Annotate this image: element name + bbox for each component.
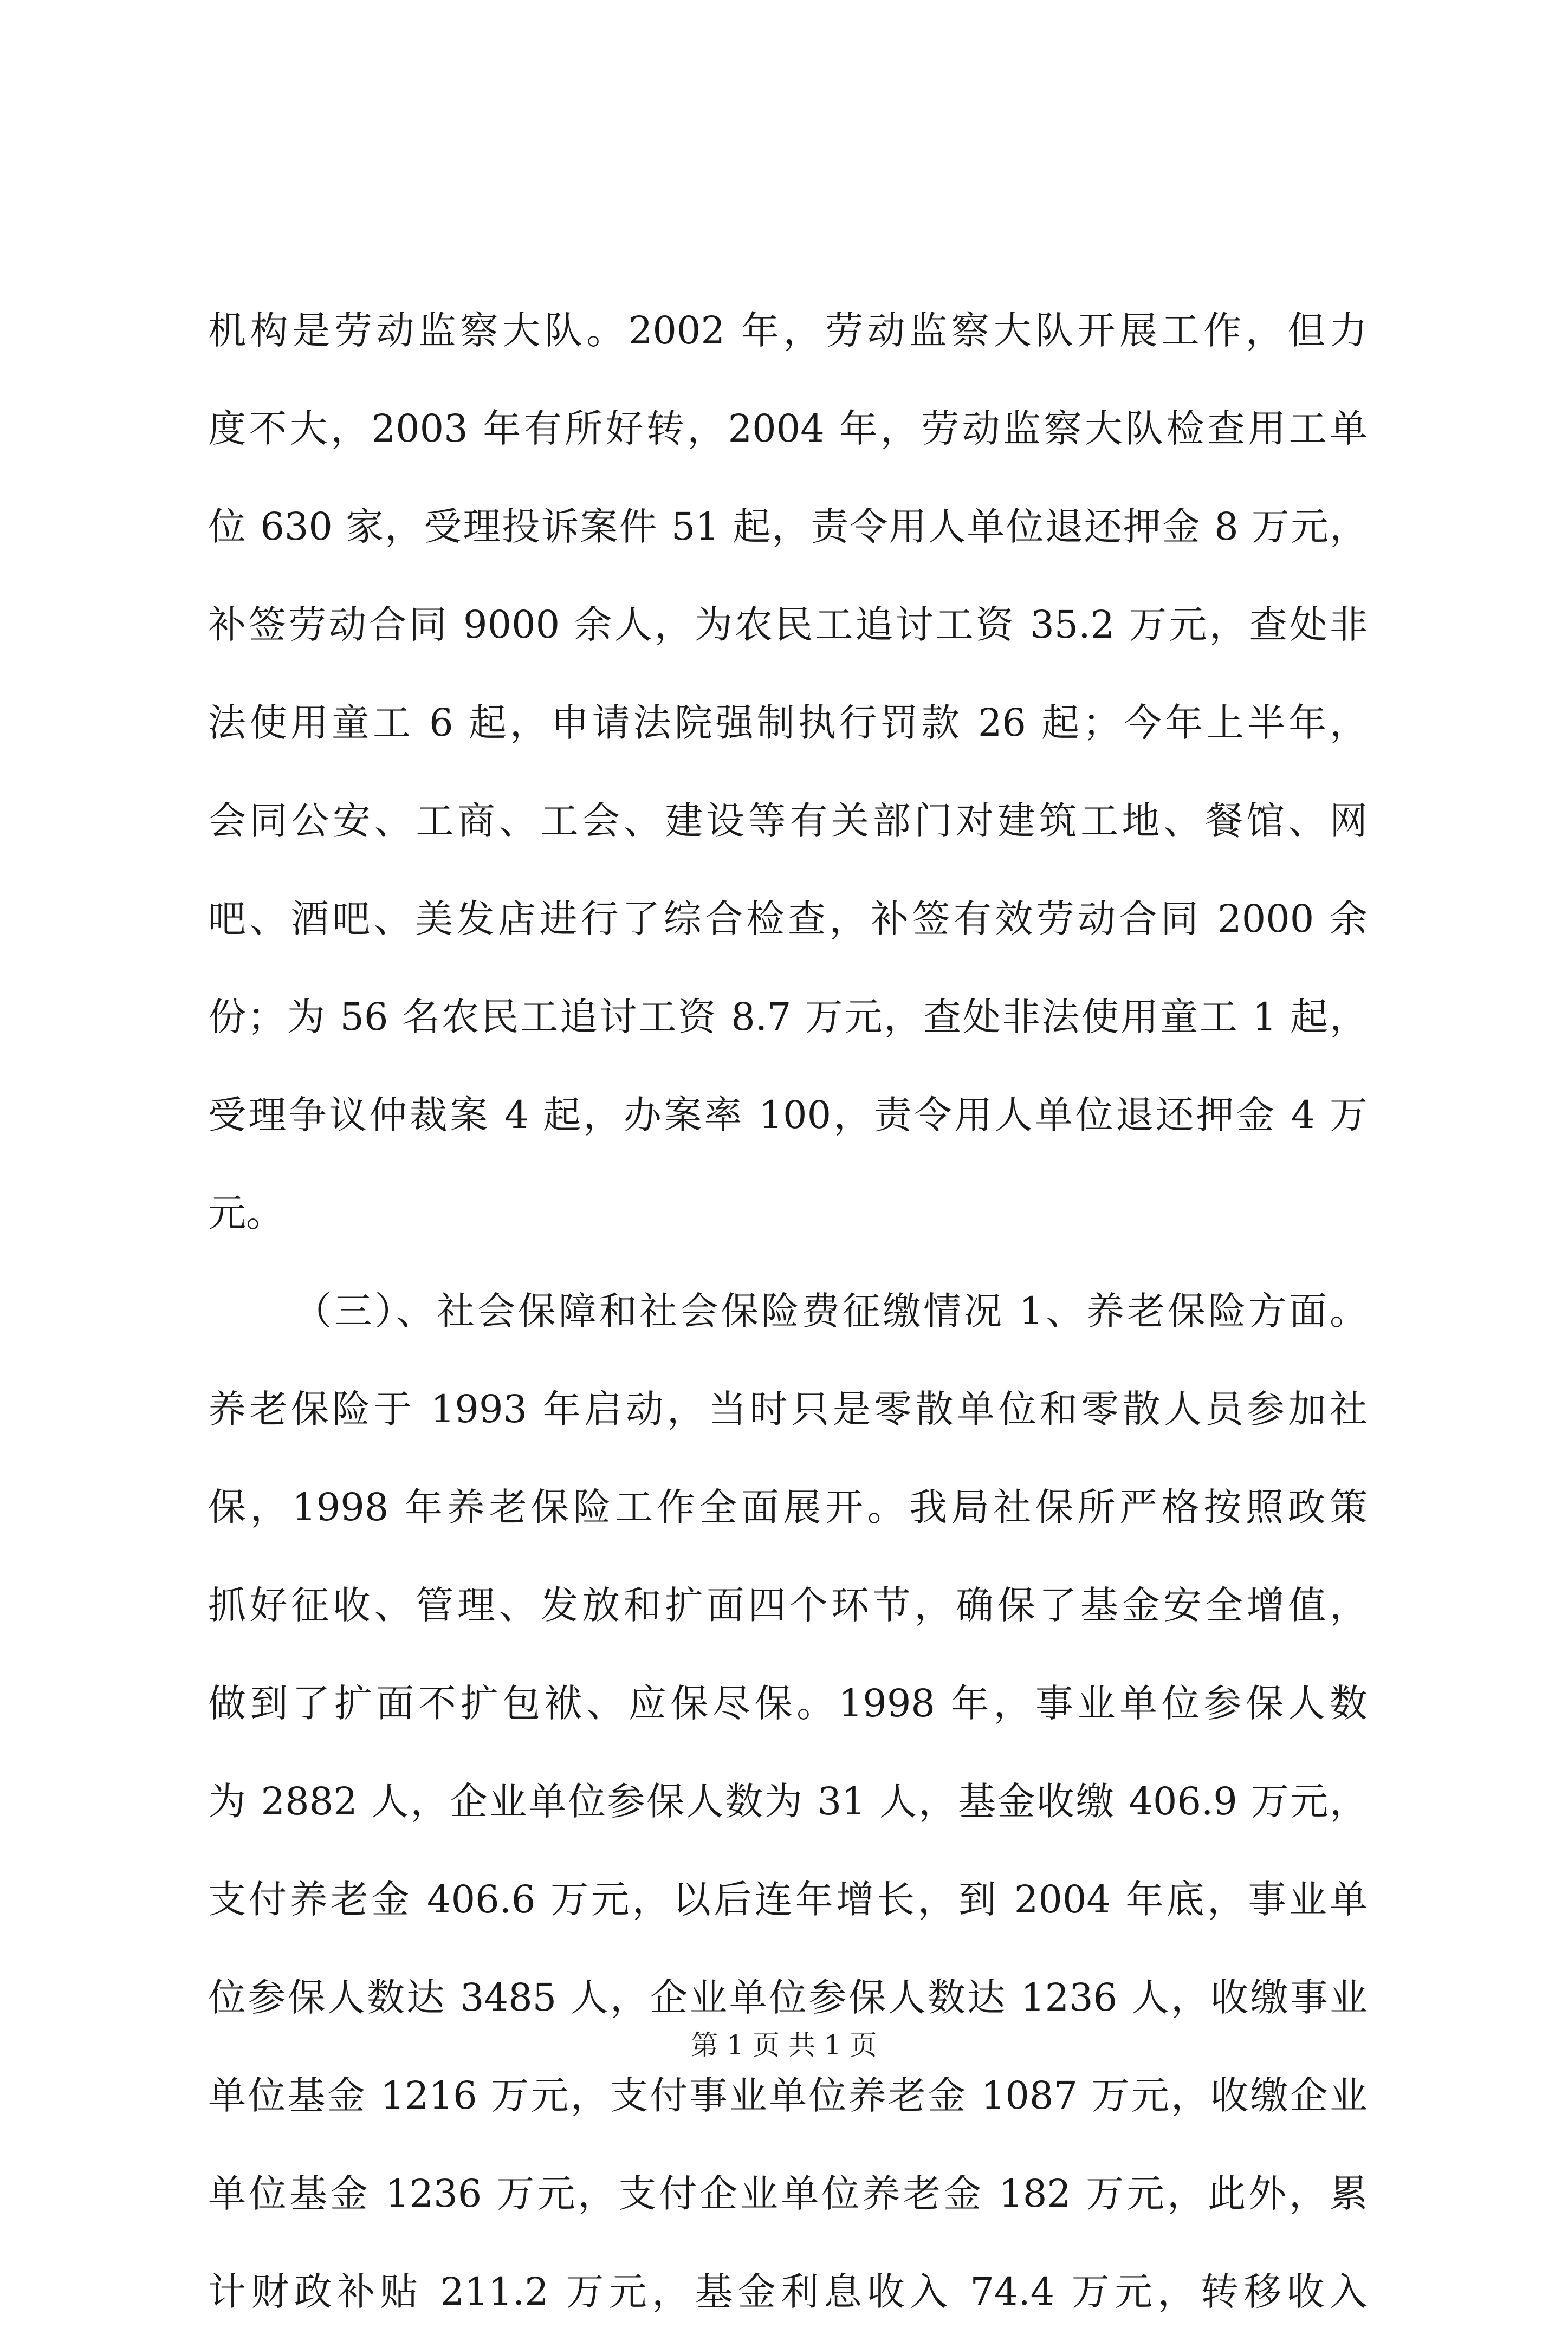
paragraph-line: 保，1998 年养老保险工作全面展开。我局社保所严格按照政策 — [208, 1485, 1368, 1529]
paragraph-line: 位参保人数达 3485 人，企业单位参保人数达 1236 人，收缴事业 — [208, 1975, 1368, 2020]
paragraph-line: 受理争议仲裁案 4 起，办案率 100，责令用人单位退还押金 4 万 — [208, 1093, 1368, 1137]
paragraph-line: 为 2882 人，企业单位参保人数为 31 人，基金收缴 406.9 万元， — [208, 1779, 1368, 1824]
paragraph-line: 吧、酒吧、美发店进行了综合检查，补签有效劳动合同 2000 余 — [208, 897, 1368, 941]
paragraph-line: 支付养老金 406.6 万元，以后连年增长，到 2004 年底，事业单 — [208, 1877, 1368, 1922]
paragraph-line: 养老保险于 1993 年启动，当时只是零散单位和零散人员参加社 — [208, 1387, 1368, 1431]
paragraph-line: 位 630 家，受理投诉案件 51 起，责令用人单位退还押金 8 万元， — [208, 504, 1368, 549]
paragraph-line: 法使用童工 6 起，申请法院强制执行罚款 26 起；今年上半年， — [208, 701, 1368, 745]
paragraph-line: 机构是劳动监察大队。2002 年，劳动监察大队开展工作，但力 — [208, 308, 1368, 353]
paragraph-line: 元。 — [208, 1191, 284, 1235]
paragraph-line: 份；为 56 名农民工追讨工资 8.7 万元，查处非法使用童工 1 起， — [208, 995, 1368, 1039]
page-footer: 第 1 页 共 1 页 — [691, 2029, 877, 2061]
paragraph-line: 会同公安、工商、工会、建设等有关部门对建筑工地、餐馆、网 — [208, 799, 1368, 843]
paragraph-line: 单位基金 1236 万元，支付企业单位养老金 182 万元，此外，累 — [208, 2171, 1368, 2216]
paragraph-line: 做到了扩面不扩包袱、应保尽保。1998 年，事业单位参保人数 — [208, 1681, 1368, 1726]
paragraph-line: 补签劳动合同 9000 余人，为农民工追讨工资 35.2 万元，查处非 — [208, 602, 1368, 647]
paragraph-line: （三）、社会保障和社会保险费征缴情况 1、养老保险方面。 — [294, 1289, 1368, 1333]
paragraph-line: 计财政补贴 211.2 万元，基金利息收入 74.4 万元，转移收入 — [208, 2269, 1368, 2314]
paragraph-line: 单位基金 1216 万元，支付事业单位养老金 1087 万元，收缴企业 — [208, 2073, 1368, 2118]
paragraph-line: 抓好征收、管理、发放和扩面四个环节，确保了基金安全增值， — [208, 1583, 1368, 1627]
paragraph-line: 度不大，2003 年有所好转，2004 年，劳动监察大队检查用工单 — [208, 406, 1368, 451]
